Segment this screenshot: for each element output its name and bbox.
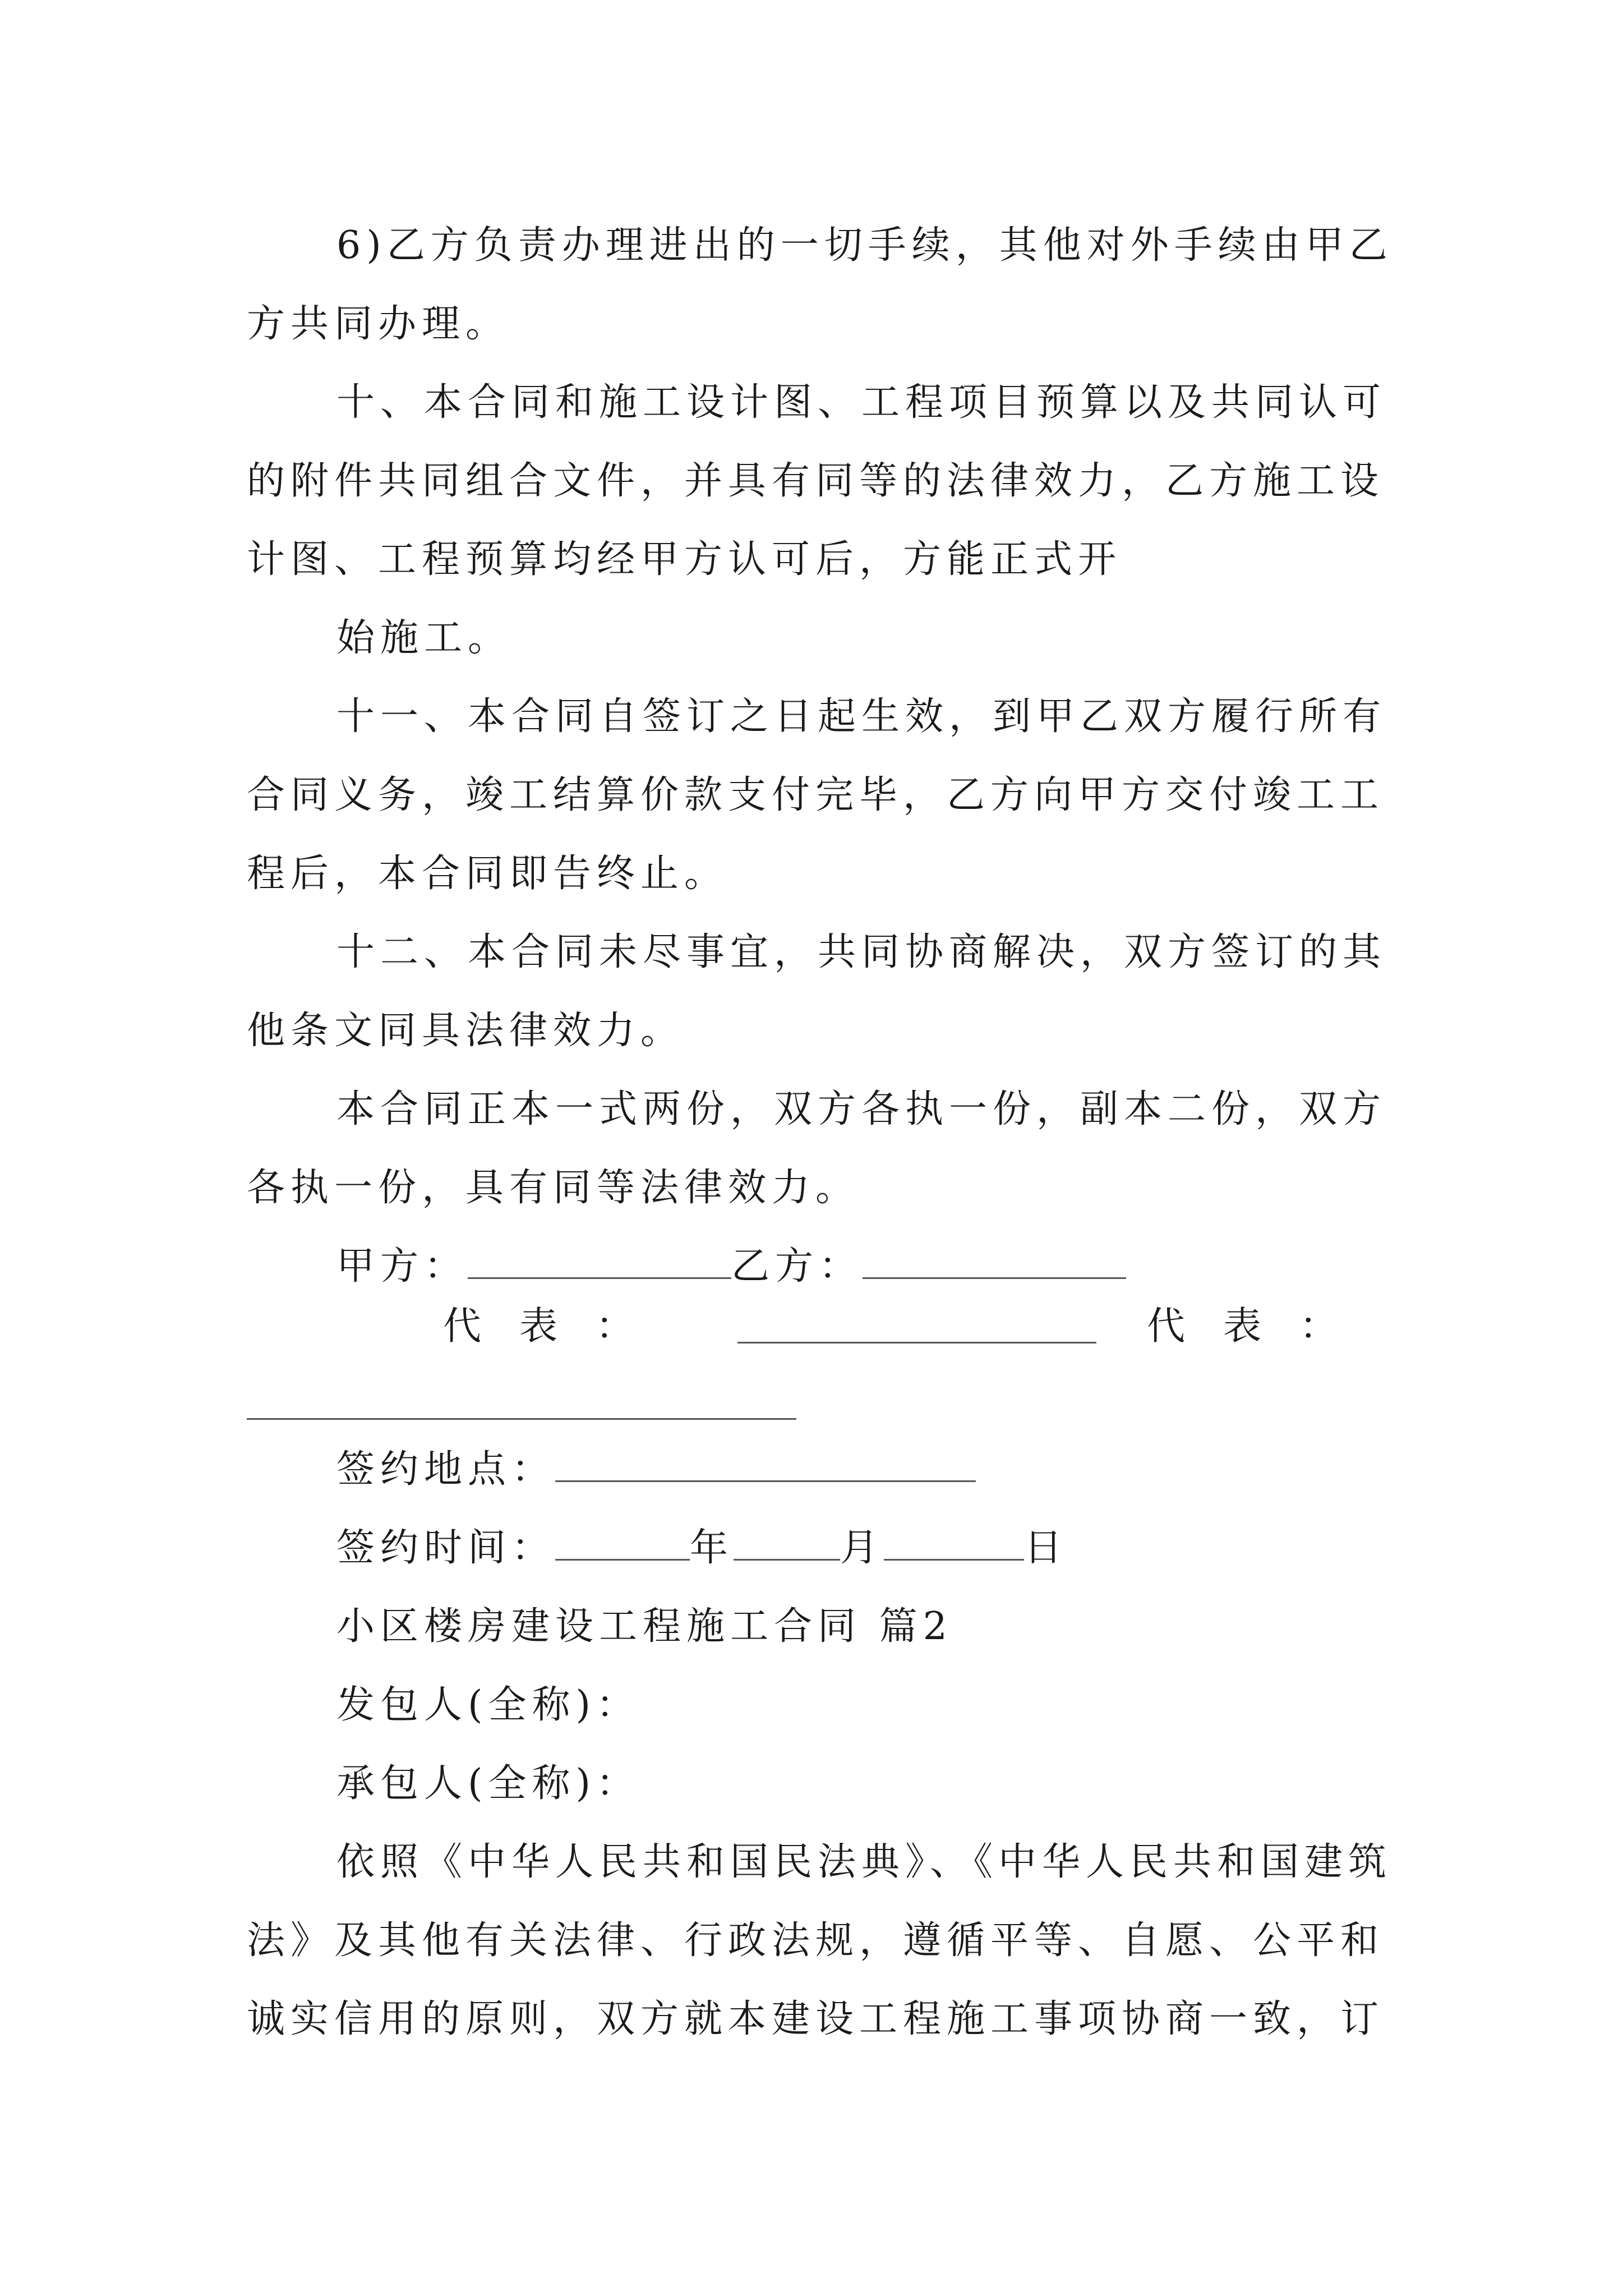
party-a-blank [468, 1238, 731, 1279]
paragraph-line: 的附件共同组合文件，并具有同等的法律效力，乙方施工设 [247, 459, 1385, 503]
paragraph-line: 依照《中华人民共和国民法典》、《中华人民共和国建筑 [336, 1840, 1393, 1884]
month-blank [734, 1520, 840, 1561]
signing-place-label: 签约地点： [336, 1447, 556, 1492]
paragraph-line: 6)乙方负责办理进出的一切手续，其他对外手续由甲乙 [336, 223, 1393, 268]
paragraph-line: 合同义务，竣工结算价款支付完毕，乙方向甲方交付竣工工 [247, 773, 1385, 817]
paragraph-line: 十一、本合同自签订之日起生效，到甲乙双方履行所有 [336, 694, 1387, 739]
party-b-blank [863, 1238, 1126, 1279]
section-title: 小区楼房建设工程施工合同 篇2 [336, 1604, 953, 1649]
paragraph-line: 本合同正本一式两份，双方各执一份，副本二份，双方 [336, 1087, 1387, 1131]
paragraph-line: 方共同办理。 [247, 302, 510, 346]
paragraph-line: 十、本合同和施工设计图、工程项目预算以及共同认可 [336, 380, 1387, 425]
party-a-label: 甲方： [336, 1244, 468, 1289]
employer-line: 发包人(全称)： [336, 1683, 640, 1727]
paragraph-line: 程后，本合同即告终止。 [247, 852, 728, 896]
rep-1-blank [737, 1342, 1096, 1343]
rep-2-blank [247, 1418, 796, 1420]
day-blank [884, 1520, 1024, 1561]
paragraph-line: 诚实信用的原则，双方就本建设工程施工事项协商一致，订 [247, 1997, 1385, 2041]
year-label: 年 [690, 1526, 734, 1570]
signing-time-line [336, 1517, 1068, 1579]
paragraph-line: 他条文同具法律效力。 [247, 1009, 685, 1053]
paragraph-line: 十二、本合同未尽事宜，共同协商解决，双方签订的其 [336, 930, 1387, 974]
paragraph-line: 计图、工程预算均经甲方认可后，方能正式开 [247, 537, 1122, 582]
signing-time-label: 签约时间： [336, 1526, 556, 1570]
paragraph-line: 始施工。 [336, 616, 512, 660]
rep-label-2: 代 表 ： [1147, 1304, 1338, 1349]
day-label: 日 [1024, 1526, 1068, 1570]
paragraph-line: 法》及其他有关法律、行政法规，遵循平等、自愿、公平和 [247, 1918, 1385, 1963]
contractor-line: 承包人(全称)： [336, 1761, 640, 1806]
rep-label-1: 代 表 ： [443, 1304, 634, 1349]
month-label: 月 [840, 1526, 884, 1570]
party-signature-line [336, 1236, 1126, 1297]
party-b-label: 乙方： [731, 1244, 863, 1289]
paragraph-line: 各执一份，具有同等法律效力。 [247, 1166, 860, 1210]
signing-place-blank [555, 1441, 976, 1482]
year-blank [555, 1520, 690, 1561]
signing-place-line [336, 1439, 976, 1501]
